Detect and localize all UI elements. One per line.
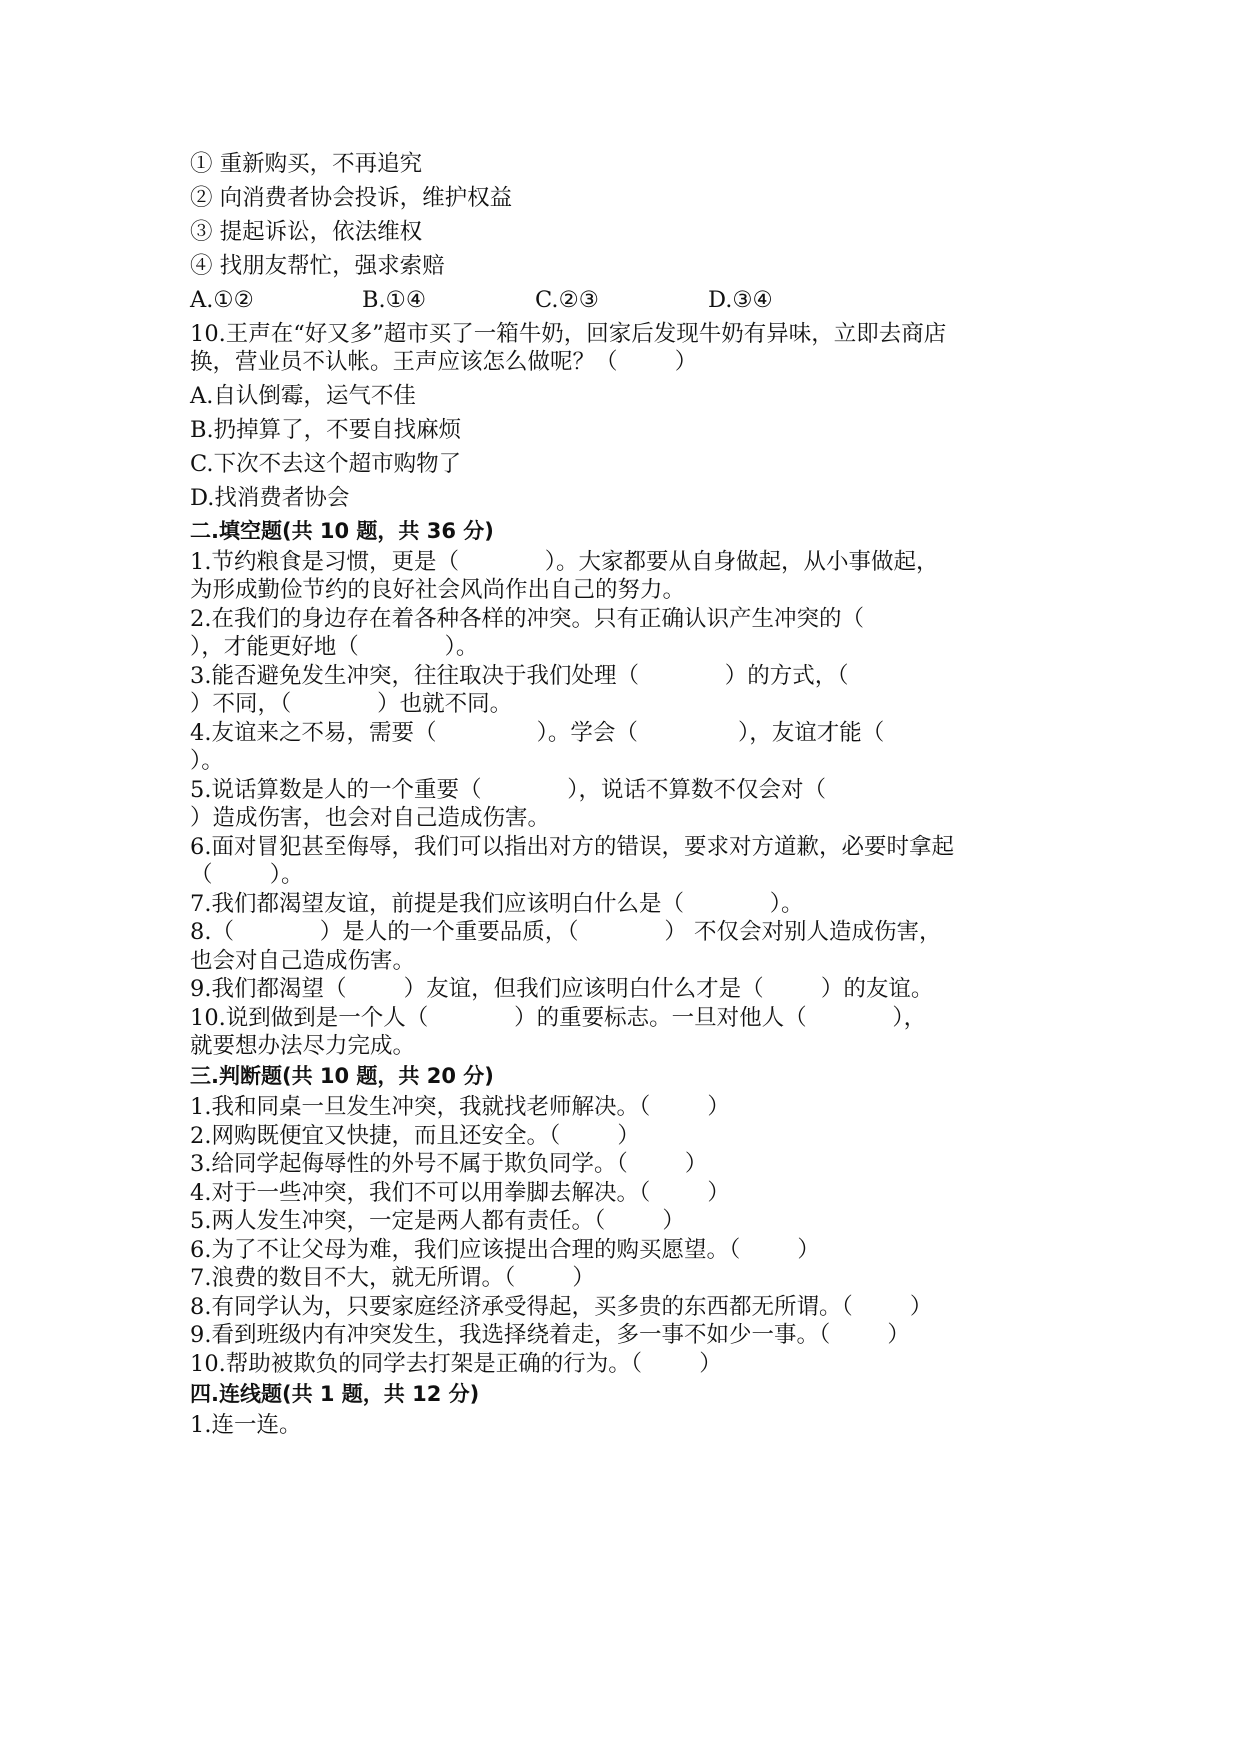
s2-line: （ ）。 [190,862,304,888]
s2-line: 6.面对冒犯甚至侮辱，我们可以指出对方的错误，要求对方道歉，必要时拿起 [190,834,954,860]
s3-line: 6.为了不让父母为难，我们应该提出合理的购买愿望。（ ） [190,1237,820,1263]
s2-line: 10.说到做到是一个人（ ）的重要标志。一旦对他人（ ）， [190,1005,927,1031]
q9-choice-a: A.①② [190,287,254,313]
s2-line: 9.我们都渴望（ ）友谊，但我们应该明白什么才是（ ）的友谊。 [190,976,934,1002]
q10-option-a: A.自认倒霉，运气不佳 [190,383,416,409]
s2-line: 为形成勤俭节约的良好社会风尚作出自己的努力。 [190,577,686,603]
s2-line: 7.我们都渴望友谊，前提是我们应该明白什么是（ ）。 [190,891,804,917]
s2-line: 2.在我们的身边存在着各种各样的冲突。只有正确认识产生冲突的（ [190,606,864,632]
s2-line: 就要想办法尽力完成。 [190,1033,416,1059]
s3-line: 9.看到班级内有冲突发生，我选择绕着走，多一事不如少一事。（ ） [190,1322,910,1348]
s2-line: ）不同，（ ）也就不同。 [190,691,513,717]
q9-item-4: ④ 找朋友帮忙，强求索赔 [190,253,445,279]
s3-line: 5.两人发生冲突，一定是两人都有责任。（ ） [190,1208,685,1234]
section3-title: 三.判断题(共 10 题，共 20 分) [190,1064,494,1088]
s2-line: ），才能更好地（ ）。 [190,634,479,660]
q10-option-d: D.找消费者协会 [190,485,350,511]
s2-line: ）造成伤害，也会对自己造成伤害。 [190,805,551,831]
q10-stem-line1: 10.王声在“好又多”超市买了一箱牛奶，回家后发现牛奶有异味，立即去商店 [190,321,947,347]
q10-option-c: C.下次不去这个超市购物了 [190,451,462,477]
section4-title: 四.连线题(共 1 题，共 12 分) [190,1382,480,1406]
q9-choice-d: D.③④ [708,287,773,313]
s3-line: 7.浪费的数目不大，就无所谓。（ ） [190,1265,595,1291]
s3-line: 4.对于一些冲突，我们不可以用拳脚去解决。（ ） [190,1180,730,1206]
s3-line: 1.我和同桌一旦发生冲突，我就找老师解决。（ ） [190,1094,730,1120]
s3-line: 10.帮助被欺负的同学去打架是正确的行为。（ ） [190,1351,722,1377]
s2-line: 3.能否避免发生冲突，往往取决于我们处理（ ）的方式，（ [190,663,849,689]
q9-item-2: ② 向消费者协会投诉，维护权益 [190,185,513,211]
q9-item-1: ① 重新购买，不再追究 [190,151,423,177]
q10-stem-line2: 换，营业员不认帐。王声应该怎么做呢？（ ） [190,349,698,375]
s4-line: 1.连一连。 [190,1412,302,1438]
q9-choices [190,286,1090,314]
s2-line: 8.（ ）是人的一个重要品质，（ ） 不仅会对别人造成伤害， [190,919,942,945]
q9-choice-c: C.②③ [535,287,599,313]
s3-line: 2.网购既便宜又快捷，而且还安全。（ ） [190,1123,640,1149]
s2-line: 也会对自己造成伤害。 [190,948,416,974]
s2-line: 4.友谊来之不易，需要（ ）。学会（ ），友谊才能（ [190,720,885,746]
s3-line: 3.给同学起侮辱性的外号不属于欺负同学。（ ） [190,1151,708,1177]
q9-choice-b: B.①④ [362,287,427,313]
q9-item-3: ③ 提起诉讼，依法维权 [190,219,423,245]
s2-line: 5.说话算数是人的一个重要（ ），说话不算数不仅会对（ [190,777,827,803]
section2-title: 二.填空题(共 10 题，共 36 分) [190,519,494,543]
s2-line: 1.节约粮食是习惯，更是（ ）。大家都要从自身做起，从小事做起， [190,549,939,575]
s2-line: ）。 [190,748,224,774]
s3-line: 8.有同学认为，只要家庭经济承受得起，买多贵的东西都无所谓。（ ） [190,1294,933,1320]
q10-option-b: B.扔掉算了，不要自找麻烦 [190,417,462,443]
